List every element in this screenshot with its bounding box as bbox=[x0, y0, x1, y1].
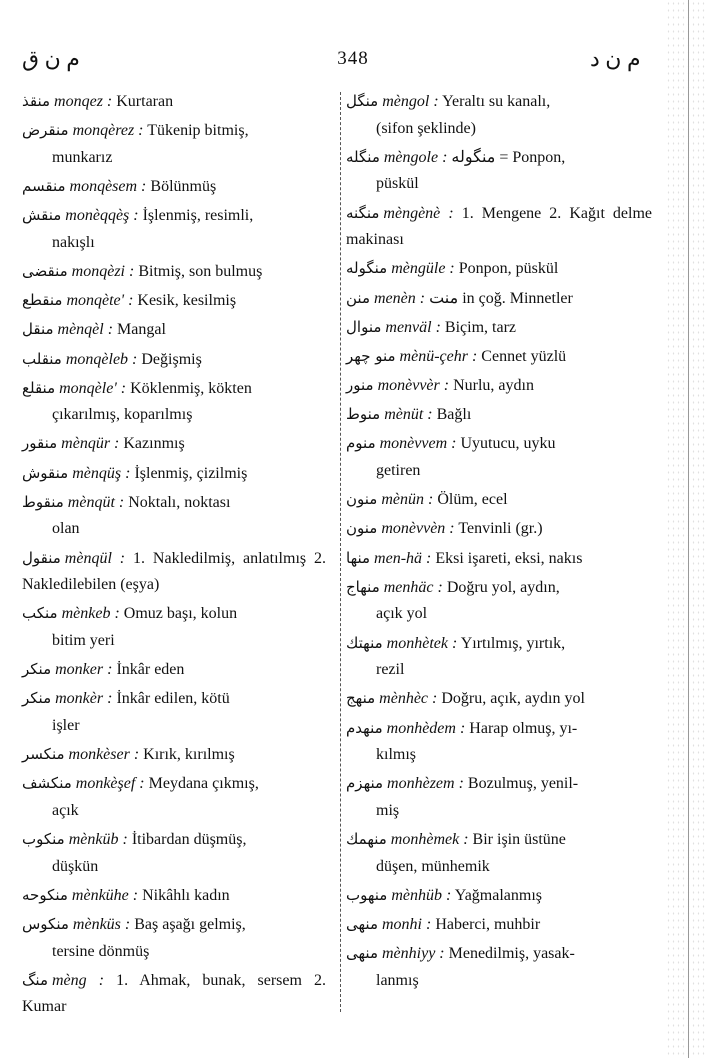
entry-definition: Bitmiş, son bulmuş bbox=[138, 262, 263, 280]
page-number: 348 bbox=[337, 48, 369, 69]
entry-arabic-headword: منكسر bbox=[22, 745, 65, 764]
entry-transliteration: monqez : bbox=[54, 93, 113, 110]
dictionary-entry bbox=[22, 287, 326, 315]
entry-arabic-headword: منكوحه bbox=[22, 885, 68, 904]
entry-definition: İtibardan düşmüş, bbox=[131, 831, 247, 849]
entry-definition-continuation: munkarız bbox=[52, 148, 113, 166]
entry-transliteration: monker : bbox=[55, 661, 113, 679]
dictionary-entry bbox=[22, 967, 326, 1021]
dictionary-entry bbox=[22, 346, 326, 374]
entry-transliteration: mènhèc : bbox=[379, 690, 438, 708]
entry-arabic-headword: منقوط bbox=[22, 492, 64, 511]
entry-transliteration: mènün : bbox=[381, 491, 434, 509]
entry-definition: Tükenip bitmiş, bbox=[147, 122, 249, 140]
entry-arabic-headword: منقطع bbox=[22, 291, 63, 310]
entry-definition-continuation: olan bbox=[52, 520, 80, 538]
dictionary-entry bbox=[346, 911, 652, 939]
entry-arabic-headword: منن bbox=[346, 288, 370, 307]
entry-definition: 1. Nakledilmiş, anlatılmış 2. Nakledilebilen (eşya) bbox=[22, 549, 326, 594]
entry-arabic-headword: منگل bbox=[346, 92, 379, 110]
entry-transliteration: monkèşef : bbox=[75, 775, 145, 793]
dictionary-entry bbox=[346, 200, 652, 254]
entry-transliteration: mènhüb : bbox=[391, 886, 452, 904]
entry-transliteration: mènkeb : bbox=[61, 605, 120, 623]
dictionary-entry bbox=[346, 770, 652, 824]
entry-transliteration: mènkühe : bbox=[71, 886, 139, 904]
entry-definition-continuation: düşkün bbox=[52, 857, 99, 875]
dictionary-entry bbox=[346, 715, 652, 769]
entry-definition: Haberci, muhbir bbox=[435, 916, 541, 934]
dictionary-entry bbox=[22, 430, 326, 458]
entry-transliteration: monkèr : bbox=[55, 690, 113, 708]
dictionary-entry bbox=[22, 258, 326, 286]
entry-arabic-headword: منقذ bbox=[22, 92, 51, 110]
entry-definition: منگوله = Ponpon, bbox=[451, 148, 566, 166]
entry-definition: Ponpon, püskül bbox=[458, 260, 559, 278]
header-left-letters: م ن ق bbox=[22, 46, 80, 71]
entry-arabic-headword: منهتك bbox=[346, 633, 383, 652]
entry-definition: Değişmiş bbox=[141, 350, 202, 368]
entry-definition-continuation: tersine dönmüş bbox=[52, 942, 150, 960]
entry-transliteration: menväl : bbox=[385, 318, 441, 336]
entry-definition-continuation: açık yol bbox=[376, 605, 428, 623]
entry-definition: İşlenmiş, çizilmiş bbox=[134, 464, 248, 482]
entry-definition: Yırtılmış, yırtık, bbox=[460, 634, 566, 652]
entry-transliteration: mènküb : bbox=[68, 831, 128, 849]
entry-definition-continuation: miş bbox=[376, 801, 400, 819]
page-header bbox=[0, 40, 706, 80]
entry-definition: Köklenmiş, kökten bbox=[130, 379, 252, 397]
entry-definition: Bağlı bbox=[436, 406, 472, 424]
entry-transliteration: mènüt : bbox=[384, 406, 433, 424]
entry-arabic-headword: منهج bbox=[346, 689, 376, 708]
entry-definition: Bozulmuş, yenil- bbox=[467, 775, 579, 793]
entry-transliteration: monqèle' : bbox=[59, 379, 127, 397]
entry-definition: Baş aşağı gelmiş, bbox=[134, 916, 246, 934]
dictionary-entry bbox=[22, 770, 326, 824]
entry-definition: Harap olmuş, yı- bbox=[469, 719, 578, 737]
right-column bbox=[346, 88, 652, 996]
entry-definition: Mangal bbox=[117, 321, 166, 339]
entry-arabic-headword: منقرض bbox=[22, 121, 69, 140]
entry-definition-continuation: rezil bbox=[376, 661, 405, 679]
entry-arabic-headword: منقلع bbox=[22, 378, 56, 397]
dictionary-entry bbox=[346, 285, 652, 313]
dictionary-entry bbox=[346, 882, 652, 910]
entry-transliteration: monèvvem : bbox=[379, 435, 457, 453]
entry-transliteration: monqèrez : bbox=[72, 122, 144, 140]
dictionary-entry bbox=[22, 202, 326, 256]
entry-arabic-headword: منگوله bbox=[346, 259, 388, 278]
dictionary-entry bbox=[346, 515, 652, 543]
entry-definition-continuation: açık bbox=[52, 801, 79, 819]
entry-definition: Meydana çıkmış, bbox=[148, 775, 259, 793]
entry-definition: Yeraltı su kanalı, bbox=[442, 93, 551, 110]
dictionary-entry bbox=[22, 545, 326, 599]
entry-transliteration: mèngol : bbox=[382, 93, 439, 110]
dictionary-entry bbox=[22, 375, 326, 429]
entry-arabic-headword: منهمك bbox=[346, 830, 387, 849]
dictionary-entry bbox=[346, 88, 652, 142]
entry-definition-continuation: bitim yeri bbox=[52, 632, 115, 649]
entry-definition-continuation: püskül bbox=[376, 175, 419, 193]
entry-transliteration: monèqqèş : bbox=[65, 207, 139, 225]
entry-transliteration: mènqüt : bbox=[67, 493, 125, 511]
entry-definition: Noktalı, noktası bbox=[128, 493, 231, 511]
entry-definition: Bir işin üstüne bbox=[472, 831, 566, 849]
entry-definition: Omuz başı, kolun bbox=[123, 605, 238, 623]
entry-transliteration: mèng : bbox=[52, 971, 105, 989]
entry-definition-continuation: kılmış bbox=[376, 746, 417, 764]
entry-arabic-headword: منگ bbox=[22, 970, 48, 989]
column-divider bbox=[340, 92, 341, 1012]
dictionary-entry bbox=[22, 911, 326, 965]
dictionary-entry bbox=[22, 173, 326, 201]
entry-definition: Doğru, açık, aydın yol bbox=[441, 690, 585, 708]
entry-arabic-headword: منها bbox=[346, 548, 371, 567]
dictionary-entry bbox=[22, 316, 326, 344]
entry-definition: Biçim, tarz bbox=[444, 318, 517, 336]
entry-arabic-headword: منكوس bbox=[22, 915, 69, 934]
dictionary-entry bbox=[346, 343, 652, 371]
dictionary-entry bbox=[22, 460, 326, 488]
dictionary-entry bbox=[346, 826, 652, 880]
entry-transliteration: mènqèl : bbox=[57, 321, 114, 339]
entry-transliteration: mèngole : bbox=[383, 148, 448, 166]
entry-definition: Ölüm, ecel bbox=[437, 491, 508, 509]
entry-arabic-headword: منوال bbox=[346, 317, 382, 336]
entry-transliteration: monkèser : bbox=[68, 746, 140, 764]
entry-transliteration: mènküs : bbox=[72, 916, 131, 934]
entry-transliteration: monèvvèn : bbox=[381, 520, 455, 538]
entry-transliteration: mènhiyy : bbox=[381, 945, 445, 963]
entry-transliteration: monèvvèr : bbox=[377, 377, 450, 395]
entry-transliteration: mènqül : bbox=[64, 549, 126, 567]
left-column bbox=[22, 88, 326, 1023]
dictionary-entry bbox=[346, 255, 652, 283]
entry-definition: Kırık, kırılmış bbox=[143, 746, 235, 764]
entry-arabic-headword: منون bbox=[346, 519, 378, 538]
entry-transliteration: men-hä : bbox=[374, 549, 432, 567]
entry-transliteration: monqèzi : bbox=[71, 262, 135, 280]
dictionary-entry bbox=[22, 600, 326, 654]
page-edge-line bbox=[688, 0, 689, 1058]
dictionary-entry bbox=[346, 940, 652, 994]
entry-arabic-headword: منهدم bbox=[346, 718, 383, 737]
entry-definition: منت in çoğ. Minnetler bbox=[429, 289, 573, 307]
entry-definition: Kazınmış bbox=[123, 435, 185, 453]
dictionary-entry bbox=[346, 372, 652, 400]
entry-definition: Bölünmüş bbox=[150, 177, 217, 195]
entry-definition-continuation: işler bbox=[52, 716, 80, 734]
entry-transliteration: mènqür : bbox=[61, 435, 120, 453]
entry-arabic-headword: منقل bbox=[22, 320, 54, 339]
entry-arabic-headword: منكب bbox=[22, 604, 58, 623]
entry-arabic-headword: منون bbox=[346, 490, 378, 509]
dictionary-entry bbox=[22, 88, 326, 116]
entry-definition-continuation: çıkarılmış, koparılmış bbox=[52, 406, 193, 424]
entry-definition-continuation: nakışlı bbox=[52, 233, 95, 251]
entry-transliteration: monhèdem : bbox=[386, 719, 466, 737]
dictionary-entry bbox=[346, 430, 652, 484]
page-edge-scan-noise bbox=[666, 0, 706, 1058]
entry-arabic-headword: منكشف bbox=[22, 774, 72, 793]
entry-definition: Doğru yol, aydın, bbox=[446, 578, 560, 596]
entry-arabic-headword: منهوب bbox=[346, 885, 388, 904]
entry-transliteration: monqèsem : bbox=[69, 177, 147, 195]
entry-transliteration: mèngènè : bbox=[383, 204, 454, 222]
entry-arabic-headword: منگنه bbox=[346, 203, 380, 222]
entry-definition: 1. Ahmak, bunak, sersem 2. Kumar bbox=[22, 971, 327, 1016]
entry-transliteration: monqète' : bbox=[66, 292, 134, 310]
entry-transliteration: menèn : bbox=[373, 289, 426, 307]
dictionary-entry bbox=[22, 489, 326, 543]
entry-definition: Nikâhlı kadın bbox=[142, 886, 230, 904]
entry-arabic-headword: منوط bbox=[346, 405, 381, 424]
entry-transliteration: mènü-çehr : bbox=[399, 347, 478, 365]
entry-definition: İnkâr edilen, kötü bbox=[116, 690, 230, 708]
entry-arabic-headword: منكوب bbox=[22, 830, 65, 849]
entry-arabic-headword: منو چهر bbox=[346, 346, 396, 365]
dictionary-entry bbox=[22, 117, 326, 171]
entry-definition: İşlenmiş, resimli, bbox=[142, 207, 254, 225]
entry-definition: 1. Mengene 2. Kağıt delme makinası bbox=[346, 204, 653, 249]
entry-arabic-headword: منور bbox=[346, 376, 374, 395]
entry-arabic-headword: منوم bbox=[346, 434, 376, 453]
entry-transliteration: monhèmek : bbox=[390, 831, 469, 849]
entry-definition: Kurtaran bbox=[116, 93, 174, 110]
entry-definition: Cennet yüzlü bbox=[481, 347, 567, 365]
entry-definition: Nurlu, aydın bbox=[453, 377, 534, 395]
entry-transliteration: monhi : bbox=[381, 916, 432, 934]
entry-definition-continuation: düşen, münhemik bbox=[376, 857, 490, 875]
dictionary-entry bbox=[22, 656, 326, 684]
entry-arabic-headword: منهی bbox=[346, 915, 378, 934]
dictionary-entry bbox=[346, 630, 652, 684]
entry-arabic-headword: منقضی bbox=[22, 261, 68, 280]
entry-arabic-headword: منقسم bbox=[22, 176, 66, 195]
entry-definition: Tenvinli (gr.) bbox=[458, 520, 543, 538]
entry-transliteration: monhètek : bbox=[386, 634, 458, 652]
dictionary-entry bbox=[346, 545, 652, 573]
dictionary-entry bbox=[346, 685, 652, 713]
entry-definition: İnkâr eden bbox=[116, 661, 185, 679]
entry-definition-continuation: (sifon şeklinde) bbox=[376, 119, 476, 137]
entry-arabic-headword: منهی bbox=[346, 944, 378, 963]
entry-transliteration: mèngüle : bbox=[391, 260, 455, 278]
entry-arabic-headword: منكر bbox=[22, 689, 52, 708]
dictionary-entry bbox=[346, 144, 652, 198]
entry-definition: Yağmalanmış bbox=[454, 886, 543, 904]
entry-arabic-headword: منگله bbox=[346, 147, 380, 166]
dictionary-entry bbox=[346, 486, 652, 514]
entry-arabic-headword: منهاج bbox=[346, 577, 380, 596]
entry-arabic-headword: منقلب bbox=[22, 349, 62, 368]
entry-definition: Menedilmiş, yasak- bbox=[448, 945, 575, 963]
entry-definition: Eksi işareti, eksi, nakıs bbox=[435, 549, 583, 567]
entry-arabic-headword: منقور bbox=[22, 434, 58, 453]
dictionary-entry bbox=[22, 685, 326, 739]
entry-definition-continuation: getiren bbox=[376, 462, 421, 480]
entry-transliteration: monqèleb : bbox=[65, 350, 138, 368]
entry-arabic-headword: منقول bbox=[22, 548, 61, 567]
entry-definition: Kesik, kesilmiş bbox=[137, 292, 237, 310]
dictionary-entry bbox=[22, 741, 326, 769]
dictionary-entry bbox=[22, 826, 326, 880]
entry-arabic-headword: منقوش bbox=[22, 463, 69, 482]
entry-transliteration: menhäc : bbox=[383, 578, 443, 596]
entry-definition: Uyutucu, uyku bbox=[460, 435, 556, 453]
header-right-letters: م ن د bbox=[590, 46, 641, 71]
entry-arabic-headword: منقش bbox=[22, 206, 62, 225]
entry-transliteration: mènqüş : bbox=[72, 464, 131, 482]
dictionary-entry bbox=[22, 882, 326, 910]
entry-transliteration: monhèzem : bbox=[387, 775, 464, 793]
dictionary-entry bbox=[346, 401, 652, 429]
entry-definition-continuation: lanmış bbox=[376, 971, 419, 989]
dictionary-entry bbox=[346, 314, 652, 342]
dictionary-entry bbox=[346, 574, 652, 628]
entry-arabic-headword: منكر bbox=[22, 660, 52, 679]
entry-arabic-headword: منهزم bbox=[346, 774, 384, 793]
